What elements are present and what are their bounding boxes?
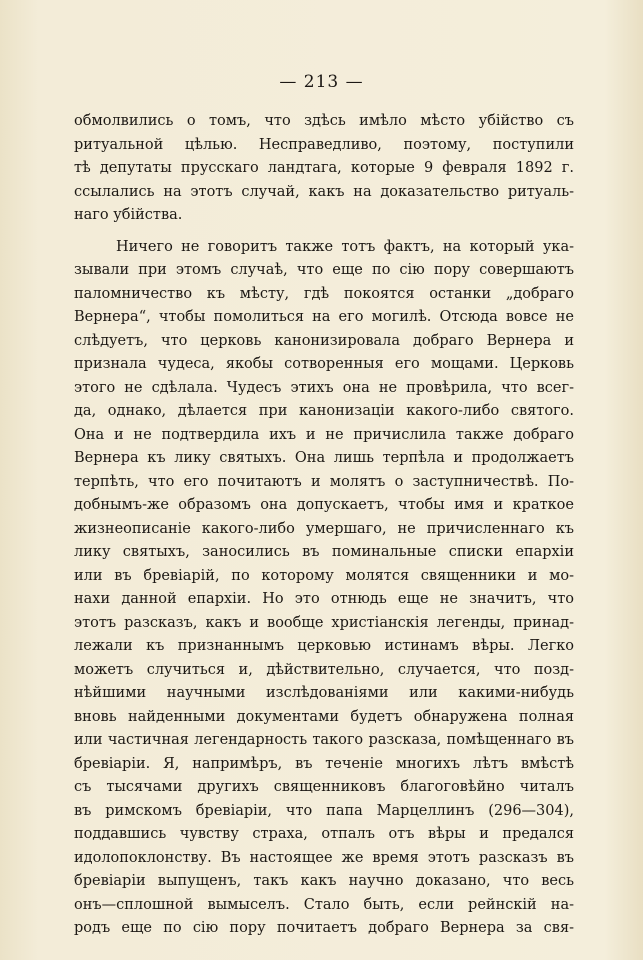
text-line: ссылались на этотъ случай, какъ на доказательство ритуаль- — [74, 183, 574, 200]
text-line: въ римскомъ бревіаріи, что папа Марцеллинъ (296—304), — [74, 802, 574, 819]
paragraph-gap — [74, 228, 574, 236]
text-line: бревіаріи выпущенъ, такъ какъ научно доказано, что весь — [74, 873, 574, 889]
text-line: или частичная легендарность такого разсказа, помѣщеннаго въ — [74, 732, 574, 748]
text-line: онъ—сплошной вымыселъ. Стало быть, если рейнскій на- — [74, 896, 574, 913]
text-line: тѣ депутаты прусскаго ландтага, которые 9 февраля 1892 г. — [74, 160, 574, 176]
text-line: этотъ разсказъ, какъ и вообще христіанскія легенды, принад- — [74, 614, 574, 631]
text-line: обмолвились о томъ, что здѣсь имѣло мѣсто убійство съ — [74, 113, 574, 129]
text-line: ритуальной цѣлью. Несправедливо, поэтому, поступили — [74, 136, 574, 153]
page-number: — 213 — — [279, 72, 364, 92]
text-line: лику святыхъ, заносились въ поминальные списки епархіи — [74, 544, 574, 560]
text-line: да, однако, дѣлается при канонизаціи какого-либо святого. — [74, 403, 574, 419]
body-text — [74, 110, 574, 941]
text-line: добнымъ-же образомъ она допускаетъ, чтобы имя и краткое — [74, 497, 574, 513]
text-line: нѣйшими научными изслѣдованіями или какими-нибудь — [74, 685, 574, 701]
text-line: можетъ случиться и, дѣйствительно, случается, что позд- — [74, 661, 574, 678]
text-line: признала чудеса, якобы сотворенныя его мощами. Церковь — [74, 356, 574, 372]
text-line: съ тысячами другихъ священниковъ благоговѣйно читалъ — [74, 779, 574, 795]
paragraph-1 — [74, 110, 574, 228]
text-line: лежали къ признаннымъ церковью истинамъ вѣры. Легко — [74, 638, 574, 654]
text-line: Вернера къ лику святыхъ. Она лишь терпѣла и продолжаетъ — [74, 450, 574, 466]
text-line: Ничего не говоритъ также тотъ фактъ, на который ука- — [116, 238, 574, 255]
text-line: нахи данной епархіи. Но это отнюдь еще не значитъ, что — [74, 591, 574, 607]
text-line: Вернера“, чтобы помолиться на его могилѣ. Отсюда вовсе не — [74, 309, 574, 325]
text-line: этого не сдѣлала. Чудесъ этихъ она не провѣрила, что всег- — [74, 379, 574, 396]
text-line: Она и не подтвердила ихъ и не причислила также добраго — [74, 426, 574, 443]
text-line: терпѣть, что его почитаютъ и молятъ о заступничествѣ. По- — [74, 473, 574, 490]
text-line: бревіаріи. Я, напримѣръ, въ теченіе многихъ лѣтъ вмѣстѣ — [74, 755, 574, 772]
text-line: жизнеописаніе какого-либо умершаго, не причисленнаго къ — [74, 520, 574, 537]
text-line: зывали при этомъ случаѣ, что еще по сію пору совершаютъ — [74, 262, 574, 278]
text-line: вновь найденными документами будетъ обнаружена полная — [74, 708, 574, 725]
text-line: или въ бревіарій, по которому молятся священники и мо- — [74, 567, 574, 584]
text-line: паломничество къ мѣсту, гдѣ покоятся останки „добраго — [74, 285, 574, 302]
paragraph-2 — [74, 236, 574, 941]
text-line: слѣдуетъ, что церковь канонизировала добраго Вернера и — [74, 332, 574, 349]
text-line: родъ еще по сію пору почитаетъ добраго Вернера за свя- — [74, 920, 574, 936]
text-line: идолопоклонству. Въ настоящее же время этотъ разсказъ въ — [74, 849, 574, 866]
text-line: наго убійства. — [74, 207, 183, 223]
text-line: поддавшись чувству страха, отпалъ отъ вѣры и предался — [74, 826, 574, 842]
